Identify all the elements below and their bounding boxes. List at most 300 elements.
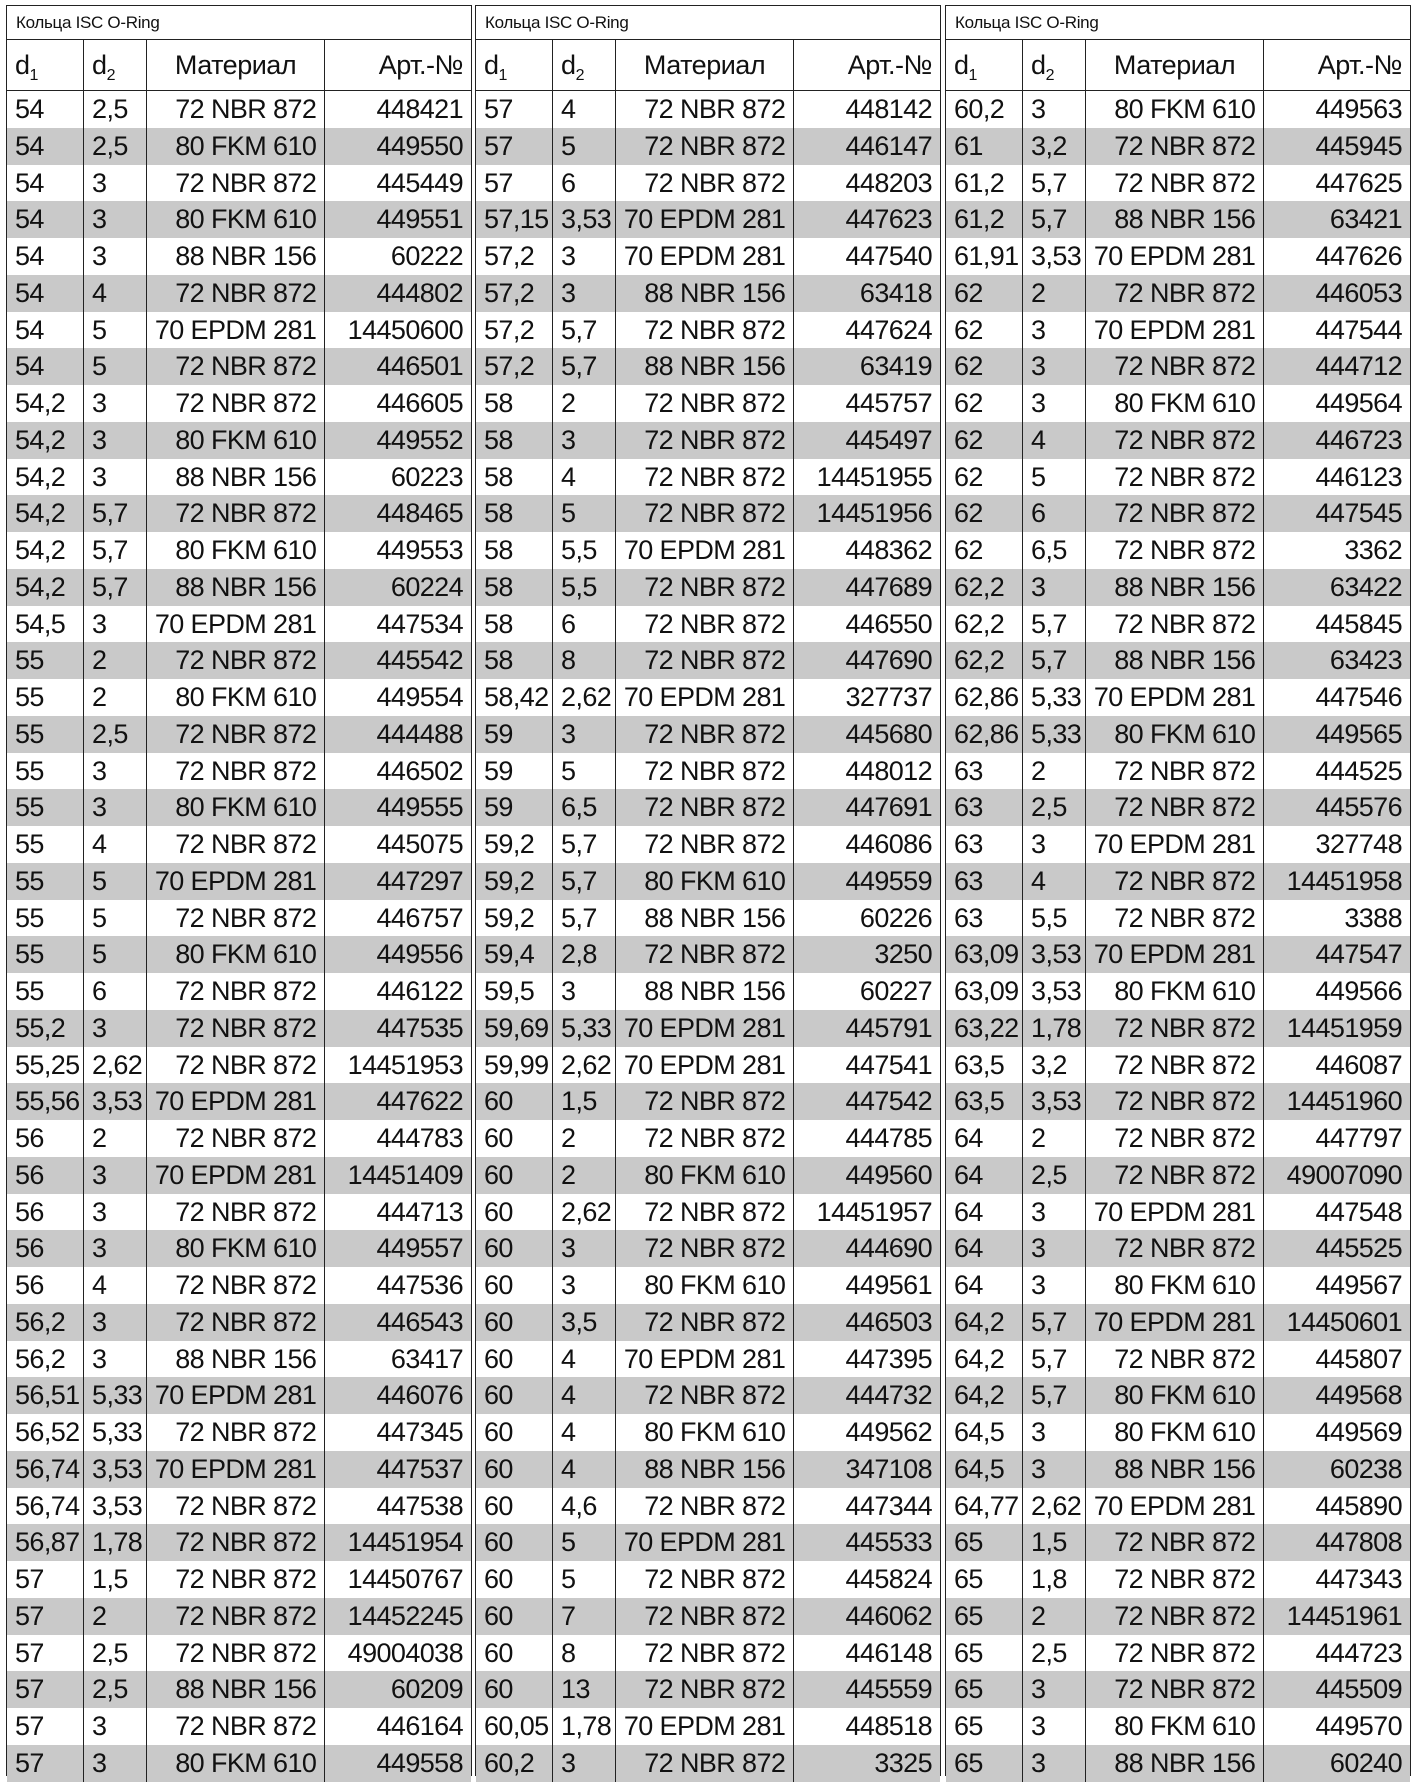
cell-d1: 58 <box>476 459 553 496</box>
cell-material: 72 NBR 872 <box>615 1083 794 1120</box>
cell-d2: 4 <box>84 275 147 312</box>
cell-d1: 56 <box>7 1230 84 1267</box>
cell-d2: 3 <box>84 1194 147 1231</box>
cell-material: 80 FKM 610 <box>1085 385 1264 422</box>
cell-d1: 59,2 <box>476 826 553 863</box>
cell-d2: 3 <box>1023 1230 1086 1267</box>
table-row <box>7 1708 471 1745</box>
table-row <box>946 716 1410 753</box>
cell-article-number: 447545 <box>1264 495 1410 532</box>
cell-article-number: 445576 <box>1264 789 1410 826</box>
cell-d2: 3 <box>84 1010 147 1047</box>
cell-article-number: 60209 <box>325 1671 471 1708</box>
cell-d1: 65 <box>946 1635 1023 1672</box>
table-row <box>476 1267 940 1304</box>
header-row <box>476 40 940 91</box>
cell-d2: 8 <box>553 642 616 679</box>
cell-d2: 5,7 <box>553 863 616 900</box>
cell-d2: 4 <box>553 1414 616 1451</box>
cell-article-number: 60224 <box>325 569 471 606</box>
cell-article-number: 14451955 <box>816 461 932 492</box>
table-row <box>946 1083 1410 1120</box>
table-row <box>946 606 1410 643</box>
cell-material: 70 EPDM 281 <box>615 1341 794 1378</box>
cell-d2: 2,62 <box>84 1047 147 1084</box>
cell-material: 72 NBR 872 <box>1085 422 1264 459</box>
cell-material: 72 NBR 872 <box>146 1120 325 1157</box>
header-d1-label: d <box>15 49 30 80</box>
cell-d2: 3 <box>84 1708 147 1745</box>
cell-d1: 56,51 <box>7 1377 84 1414</box>
table-row <box>476 312 940 349</box>
cell-article-number: 60240 <box>1264 1745 1410 1782</box>
table-row <box>476 495 940 532</box>
cell-article-number: 445807 <box>1315 1343 1402 1374</box>
cell-d2: 2 <box>1023 1598 1086 1635</box>
cell-article-number: 446723 <box>1264 422 1410 459</box>
table-row <box>946 1561 1410 1598</box>
table-row <box>476 1671 940 1708</box>
cell-d1: 55 <box>7 753 84 790</box>
table-row <box>476 826 940 863</box>
cell-d2: 2,62 <box>553 1047 616 1084</box>
table-row <box>476 1230 940 1267</box>
cell-material: 72 NBR 872 <box>615 606 794 643</box>
cell-material: 88 NBR 156 <box>615 348 794 385</box>
cell-material: 72 NBR 872 <box>1085 1083 1264 1120</box>
header-material: Материал <box>615 40 794 91</box>
table-row <box>476 1010 940 1047</box>
cell-d2: 3 <box>84 1745 147 1782</box>
cell-article-number: 448012 <box>845 755 932 786</box>
cell-article-number: 446087 <box>1315 1049 1402 1080</box>
table-row <box>946 275 1410 312</box>
cell-d1: 59 <box>476 716 553 753</box>
cell-article-number: 14451961 <box>1264 1598 1410 1635</box>
cell-d1: 60 <box>476 1635 553 1672</box>
cell-d1: 55 <box>7 863 84 900</box>
cell-d2: 3 <box>553 422 616 459</box>
cell-d2: 5,7 <box>84 532 147 569</box>
table-row <box>946 1524 1410 1561</box>
cell-d1: 57,2 <box>476 312 553 349</box>
table-row <box>946 1267 1410 1304</box>
cell-d2: 2 <box>1023 753 1086 790</box>
cell-d1: 59 <box>476 789 553 826</box>
cell-article-number: 447625 <box>1315 167 1402 198</box>
cell-material: 80 FKM 610 <box>1085 1267 1264 1304</box>
cell-material: 72 NBR 872 <box>615 1598 794 1635</box>
cell-material: 72 NBR 872 <box>615 91 794 128</box>
cell-article-number: 447546 <box>1315 682 1402 712</box>
cell-d2: 4 <box>553 459 616 496</box>
cell-d2: 5,7 <box>84 495 147 532</box>
cell-material: 72 NBR 872 <box>1085 1561 1264 1598</box>
cell-material: 72 NBR 872 <box>146 753 325 790</box>
cell-article-number: 63422 <box>1264 569 1410 606</box>
cell-article-number: 444783 <box>376 1123 463 1153</box>
cell-material: 88 NBR 156 <box>615 900 794 937</box>
cell-d2: 3 <box>84 422 147 459</box>
cell-material: 72 NBR 872 <box>615 165 794 202</box>
table-row <box>946 312 1410 349</box>
cell-d1: 57 <box>476 91 553 128</box>
cell-material: 72 NBR 872 <box>1085 1635 1264 1672</box>
table-row <box>7 1414 471 1451</box>
table-row <box>7 973 471 1010</box>
cell-d2: 5 <box>1023 459 1086 496</box>
cell-material: 72 NBR 872 <box>146 165 325 202</box>
cell-material: 70 EPDM 281 <box>146 863 325 900</box>
cell-material: 72 NBR 872 <box>1085 900 1264 937</box>
cell-d1: 60 <box>476 1267 553 1304</box>
cell-d1: 60 <box>476 1451 553 1488</box>
cell-material: 88 NBR 156 <box>146 238 325 275</box>
cell-article-number: 449551 <box>325 201 471 238</box>
cell-d2: 1,8 <box>1023 1561 1086 1598</box>
cell-d1: 60 <box>476 1230 553 1267</box>
cell-article-number: 449562 <box>845 1417 932 1447</box>
cell-d1: 60,2 <box>476 1745 553 1782</box>
cell-d2: 8 <box>553 1635 616 1672</box>
cell-d2: 3 <box>1023 312 1086 349</box>
cell-material: 72 NBR 872 <box>615 1561 794 1598</box>
cell-article-number: 63423 <box>1264 642 1410 679</box>
cell-d1: 59,4 <box>476 936 553 973</box>
table-row <box>946 679 1410 716</box>
cell-d2: 2,62 <box>1023 1488 1086 1525</box>
table-row <box>476 348 940 385</box>
table-row <box>946 1598 1410 1635</box>
cell-article-number: 449567 <box>1315 1270 1402 1300</box>
cell-d2: 5,7 <box>553 900 616 937</box>
cell-d1: 57 <box>7 1745 84 1782</box>
cell-article-number: 447691 <box>794 789 940 826</box>
cell-material: 88 NBR 156 <box>146 459 325 496</box>
cell-article-number: 445497 <box>794 422 940 459</box>
cell-article-number: 14451953 <box>347 1049 463 1080</box>
cell-d2: 13 <box>553 1671 616 1708</box>
cell-d1: 54,2 <box>7 385 84 422</box>
cell-article-number: 449558 <box>325 1745 471 1782</box>
cell-article-number: 448142 <box>845 94 932 124</box>
cell-d2: 3,53 <box>84 1488 147 1525</box>
table-row <box>7 165 471 202</box>
table-row <box>7 679 471 716</box>
cell-d2: 2,5 <box>1023 789 1086 826</box>
cell-d1: 58,42 <box>476 679 553 716</box>
cell-d2: 3 <box>84 606 147 643</box>
cell-d2: 3 <box>1023 1708 1086 1745</box>
cell-d1: 61,2 <box>946 201 1023 238</box>
table-row <box>946 900 1410 937</box>
cell-d2: 5,33 <box>553 1010 616 1047</box>
cell-d2: 3 <box>84 459 147 496</box>
cell-d1: 55 <box>7 716 84 753</box>
cell-d1: 61,2 <box>946 165 1023 202</box>
cell-d1: 55 <box>7 826 84 863</box>
cell-article-number: 60226 <box>859 902 932 933</box>
cell-d2: 5 <box>84 348 147 385</box>
cell-d2: 1,78 <box>1023 1010 1086 1047</box>
table-row <box>476 1708 940 1745</box>
cell-d1: 62,2 <box>946 569 1023 606</box>
cell-article-number: 444713 <box>376 1196 463 1227</box>
cell-d1: 54 <box>7 201 84 238</box>
cell-material: 72 NBR 872 <box>146 1304 325 1341</box>
cell-article-number: 14451958 <box>1264 863 1410 900</box>
cell-article-number: 63419 <box>794 348 940 385</box>
cell-article-number: 449557 <box>325 1230 471 1267</box>
cell-material: 70 EPDM 281 <box>615 201 794 238</box>
table-row <box>946 128 1410 165</box>
o-ring-table <box>476 40 940 1782</box>
table-row <box>7 716 471 753</box>
cell-material: 88 NBR 156 <box>146 569 325 606</box>
cell-d2: 1,5 <box>1023 1524 1086 1561</box>
cell-d2: 4 <box>553 91 616 128</box>
table-row <box>946 495 1410 532</box>
header-d1 <box>7 40 84 91</box>
cell-d2: 5 <box>553 753 616 790</box>
cell-d1: 55 <box>7 900 84 937</box>
cell-d2: 7 <box>553 1598 616 1635</box>
cell-material: 72 NBR 872 <box>146 1194 325 1231</box>
table-row <box>476 900 940 937</box>
cell-material: 88 NBR 156 <box>615 275 794 312</box>
table-caption <box>946 6 1410 40</box>
cell-d1: 56,87 <box>7 1524 84 1561</box>
cell-d1: 57 <box>7 1635 84 1672</box>
cell-d1: 54 <box>7 128 84 165</box>
cell-d2: 3 <box>84 1230 147 1267</box>
cell-article-number: 447537 <box>325 1451 471 1488</box>
cell-d2: 5 <box>553 495 616 532</box>
cell-material: 72 NBR 872 <box>615 1120 794 1157</box>
table-row <box>476 1635 940 1672</box>
cell-d1: 64 <box>946 1194 1023 1231</box>
cell-article-number: 449550 <box>325 128 471 165</box>
cell-d1: 62 <box>946 312 1023 349</box>
cell-d1: 62 <box>946 275 1023 312</box>
cell-article-number: 447690 <box>794 642 940 679</box>
o-ring-table-panel-2 <box>475 5 941 1776</box>
cell-material: 70 EPDM 281 <box>615 1524 794 1561</box>
cell-article-number: 445525 <box>1264 1230 1410 1267</box>
cell-d1: 58 <box>476 606 553 643</box>
cell-article-number: 446148 <box>845 1637 932 1668</box>
table-row <box>946 1708 1410 1745</box>
cell-d2: 2,5 <box>1023 1635 1086 1672</box>
header-article-number: Арт.-№ <box>794 40 940 91</box>
cell-article-number: 14450767 <box>347 1564 463 1594</box>
cell-d2: 2,62 <box>553 1194 616 1231</box>
cell-material: 70 EPDM 281 <box>1085 1488 1264 1525</box>
cell-article-number: 449565 <box>1264 716 1410 753</box>
table-row <box>7 532 471 569</box>
cell-d1: 60,05 <box>476 1708 553 1745</box>
cell-d2: 2,62 <box>553 679 616 716</box>
cell-d1: 63 <box>946 789 1023 826</box>
table-row <box>7 1267 471 1304</box>
table-caption-text: Кольца ISC O-Ring <box>485 13 629 32</box>
cell-d1: 65 <box>946 1598 1023 1635</box>
cell-d2: 5,33 <box>1023 716 1086 753</box>
cell-d2: 2,5 <box>84 1671 147 1708</box>
cell-d2: 3 <box>553 973 616 1010</box>
table-row <box>476 789 940 826</box>
cell-d2: 1,5 <box>553 1083 616 1120</box>
cell-d1: 60,2 <box>946 91 1023 128</box>
cell-d1: 62,86 <box>946 716 1023 753</box>
header-article-number: Арт.-№ <box>1264 40 1410 91</box>
cell-article-number: 445680 <box>794 716 940 753</box>
cell-article-number: 449559 <box>794 863 940 900</box>
cell-material: 80 FKM 610 <box>615 1267 794 1304</box>
cell-material: 70 EPDM 281 <box>146 1451 325 1488</box>
cell-d1: 64,5 <box>946 1451 1023 1488</box>
cell-material: 72 NBR 872 <box>615 128 794 165</box>
cell-material: 72 NBR 872 <box>615 459 794 496</box>
cell-article-number: 449556 <box>325 936 471 973</box>
cell-material: 72 NBR 872 <box>1085 753 1264 790</box>
cell-article-number: 445509 <box>1264 1671 1410 1708</box>
cell-d1: 60 <box>476 1304 553 1341</box>
cell-d2: 5,7 <box>1023 1377 1086 1414</box>
o-ring-table <box>7 40 471 1782</box>
cell-material: 72 NBR 872 <box>615 1304 794 1341</box>
cell-d2: 2 <box>84 1598 147 1635</box>
cell-material: 80 FKM 610 <box>146 1745 325 1782</box>
header-d1 <box>946 40 1023 91</box>
table-row <box>476 569 940 606</box>
cell-d2: 6,5 <box>553 789 616 826</box>
table-row <box>476 238 940 275</box>
cell-article-number: 449555 <box>325 789 471 826</box>
table-row <box>7 495 471 532</box>
cell-material: 72 NBR 872 <box>146 826 325 863</box>
cell-d2: 5,5 <box>553 569 616 606</box>
cell-d2: 3 <box>1023 91 1086 128</box>
cell-article-number: 446502 <box>376 755 463 786</box>
cell-d1: 63,5 <box>946 1083 1023 1120</box>
cell-article-number: 446501 <box>325 348 471 385</box>
cell-d1: 59 <box>476 753 553 790</box>
cell-d1: 63 <box>946 900 1023 937</box>
table-row <box>476 973 940 1010</box>
cell-d1: 55 <box>7 642 84 679</box>
cell-d2: 2 <box>553 1120 616 1157</box>
table-row <box>476 1561 940 1598</box>
cell-material: 72 NBR 872 <box>615 422 794 459</box>
cell-material: 80 FKM 610 <box>1085 973 1264 1010</box>
table-row <box>7 789 471 826</box>
cell-material: 80 FKM 610 <box>146 201 325 238</box>
cell-d2: 3 <box>553 716 616 753</box>
cell-article-number: 14451956 <box>794 495 940 532</box>
table-row <box>7 1488 471 1525</box>
cell-material: 88 NBR 156 <box>615 1451 794 1488</box>
cell-article-number: 3325 <box>794 1745 940 1782</box>
cell-d2: 3 <box>84 238 147 275</box>
cell-material: 72 NBR 872 <box>1085 459 1264 496</box>
cell-article-number: 445791 <box>794 1010 940 1047</box>
table-row <box>7 348 471 385</box>
cell-d2: 1,5 <box>84 1561 147 1598</box>
table-row <box>7 1745 471 1782</box>
cell-article-number: 444785 <box>845 1123 932 1153</box>
table-row <box>7 1304 471 1341</box>
cell-material: 70 EPDM 281 <box>615 1010 794 1047</box>
table-row <box>7 275 471 312</box>
cell-d1: 60 <box>476 1120 553 1157</box>
cell-d2: 3 <box>553 1745 616 1782</box>
cell-d1: 57,2 <box>476 238 553 275</box>
cell-d2: 4,6 <box>553 1488 616 1525</box>
cell-article-number: 449554 <box>376 682 463 712</box>
cell-d1: 57 <box>7 1671 84 1708</box>
cell-d2: 3 <box>84 201 147 238</box>
cell-article-number: 14450601 <box>1264 1304 1410 1341</box>
cell-article-number: 449569 <box>1315 1417 1402 1447</box>
cell-material: 72 NBR 872 <box>1085 275 1264 312</box>
cell-d1: 60 <box>476 1524 553 1561</box>
header-d1-label: d <box>954 49 969 80</box>
cell-material: 72 NBR 872 <box>146 642 325 679</box>
cell-material: 72 NBR 872 <box>146 275 325 312</box>
cell-material: 70 EPDM 281 <box>146 606 325 643</box>
table-row <box>476 1047 940 1084</box>
table-row <box>946 1304 1410 1341</box>
table-row <box>476 642 940 679</box>
header-d2-label: d <box>92 49 107 80</box>
cell-d1: 56,74 <box>7 1488 84 1525</box>
cell-d2: 5,33 <box>84 1377 147 1414</box>
cell-d1: 60 <box>476 1377 553 1414</box>
cell-d2: 3 <box>1023 1194 1086 1231</box>
cell-material: 72 NBR 872 <box>1085 1230 1264 1267</box>
table-row <box>7 753 471 790</box>
cell-d1: 57 <box>7 1708 84 1745</box>
cell-article-number: 446605 <box>376 388 463 418</box>
cell-material: 72 NBR 872 <box>146 495 325 532</box>
cell-d2: 5 <box>84 312 147 349</box>
table-row <box>7 569 471 606</box>
cell-article-number: 447624 <box>845 314 932 345</box>
cell-material: 72 NBR 872 <box>1085 1120 1264 1157</box>
cell-d1: 59,69 <box>476 1010 553 1047</box>
cell-article-number: 446062 <box>794 1598 940 1635</box>
cell-d1: 59,5 <box>476 973 553 1010</box>
cell-d2: 3,53 <box>84 1083 147 1120</box>
cell-article-number: 444732 <box>794 1377 940 1414</box>
table-row <box>7 385 471 422</box>
cell-article-number: 447541 <box>845 1049 932 1080</box>
cell-d1: 56,2 <box>7 1304 84 1341</box>
cell-article-number: 444802 <box>325 275 471 312</box>
cell-d1: 55 <box>7 973 84 1010</box>
cell-material: 80 FKM 610 <box>146 1230 325 1267</box>
cell-d1: 60 <box>476 1488 553 1525</box>
cell-d2: 3 <box>1023 826 1086 863</box>
cell-d2: 3 <box>84 1304 147 1341</box>
cell-d2: 2 <box>553 385 616 422</box>
cell-d1: 61 <box>946 128 1023 165</box>
cell-material: 88 NBR 156 <box>615 973 794 1010</box>
cell-material: 72 NBR 872 <box>146 1635 325 1672</box>
cell-d2: 3 <box>84 165 147 202</box>
cell-material: 72 NBR 872 <box>1085 1524 1264 1561</box>
